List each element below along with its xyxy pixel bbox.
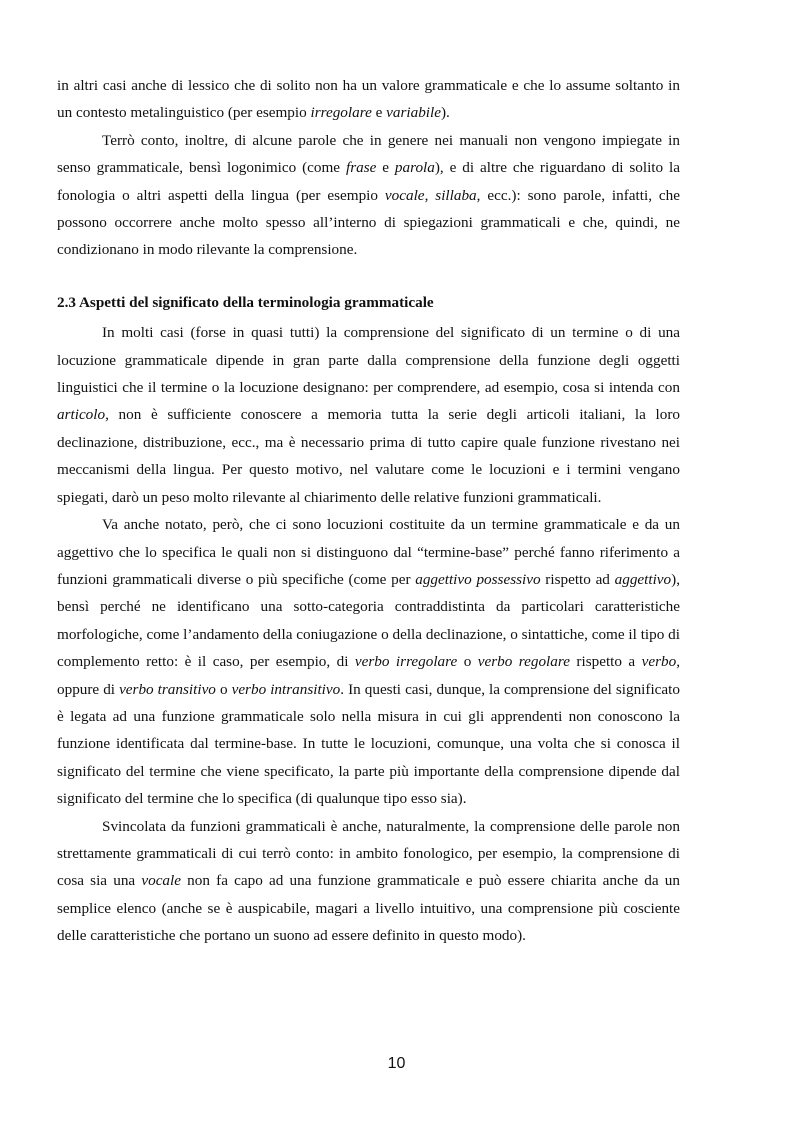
text-run: o — [457, 653, 478, 671]
text-run: In molti casi (forse in quasi tutti) la comprensione del significato di un termine o di una locuzione grammaticale dipende in gran parte dalla comprensione della funzione degli oggetti linguistici che il termine o la locuzione designano: per comprendere, ad esempio, cosa si intenda con — [57, 324, 680, 397]
text-run: , ecc.): sono parole, infatti, che possono occorrere anche molto spesso all’interno di spiegazioni grammaticali e che, quindi, ne condizionano in modo rilevante la comprensione. — [57, 186, 680, 259]
italic-term: variabile — [386, 104, 441, 122]
italic-term: verbo intransitivo — [231, 680, 341, 698]
text-run: e — [371, 104, 387, 122]
text-run: Va anche notato, però, che ci sono locuzioni costituite da un termine grammaticale e da un aggettivo che lo specifica le quali non si distinguono dal “termine-base” perché fanno riferimento a funzioni grammaticali diverse o più specifiche (come per — [57, 516, 680, 588]
italic-term: vocale — [141, 872, 181, 890]
text-run: . In questi casi, dunque, la comprensione del significato è legata ad una funzione grammaticale solo nella misura in cui gli apprendenti non conoscono la funzione identificata dal termine-base. In tutte le locuzioni, comunque, una volta che si conosca il significato del termine che viene specificato, la parte più importante della comprensione dipende dal significato del termine che lo specifica (di qualunque tipo esso sia). — [57, 680, 680, 808]
italic-term: sillaba — [435, 186, 477, 204]
text-run: ), bensì perché ne identificano una sotto-categoria contraddistinta da particolari caratteristiche morfologiche, come l’andamento della coniugazione o della declinazione, o sintattiche, come il tipo di complemento retto: è il caso, per esempio, di — [57, 570, 680, 671]
text-run: , non è sufficiente conoscere a memoria tutta la serie degli articoli italiani, la loro declinazione, distribuzione, ecc., ma è necessario prima di tutto capire quale funzione rivestano nei meccanismi della lingua. Per questo motivo, nel valutare come le locuzioni e i termini vengano spiegati, darò un peso molto rilevante al chiarimento delle relative funzioni grammaticali. — [57, 406, 680, 506]
italic-term: articolo — [57, 406, 106, 424]
paragraph-4 — [57, 511, 680, 812]
section-heading: 2.3 Aspetti del significato della terminologia grammaticale — [57, 293, 434, 311]
italic-term: vocale — [384, 186, 425, 204]
page-number: 10 — [387, 1055, 406, 1072]
italic-term: parola — [394, 159, 435, 177]
text-run: rispetto ad — [540, 570, 615, 588]
text-run: ). — [441, 104, 450, 122]
italic-term: verbo regolare — [477, 653, 570, 671]
paragraph-1 — [57, 72, 680, 127]
italic-term: verbo irregolare — [354, 653, 458, 671]
italic-term: irregolare — [310, 104, 372, 122]
italic-term: aggettivo — [614, 570, 672, 588]
text-run: non fa capo ad una funzione grammaticale e può essere chiarita anche da un semplice elenco (anche se è auspicabile, magari a livello intuitivo, una comprensione più cosciente delle caratteristiche che portano un suono ad essere definito in questo modo). — [57, 872, 680, 945]
italic-term: aggettivo possessivo — [415, 570, 541, 588]
text-run: Svincolata da funzioni grammaticali è anche, naturalmente, la comprensione delle parole non strettamente grammaticali di cui terrò conto: in ambito fonologico, per esempio, la comprensione di cosa sia una — [57, 817, 680, 890]
text-run: e — [376, 159, 395, 177]
italic-term: verbo transitivo — [119, 680, 216, 698]
text-run: o — [215, 680, 232, 698]
paragraph-5 — [57, 813, 680, 950]
text-run: , oppure di — [57, 653, 681, 698]
text-run: , — [424, 186, 436, 204]
text-run: Terrò conto, inoltre, di alcune parole che in genere nei manuali non vengono impiegate in senso grammaticale, bensì logonimico (come — [57, 131, 680, 177]
document-page — [57, 72, 680, 950]
text-run: rispetto a — [569, 653, 642, 671]
paragraph-2 — [57, 127, 680, 264]
paragraph-3 — [57, 319, 680, 511]
text-run: in altri casi anche di lessico che di solito non ha un valore grammaticale e che lo assume soltanto in un contesto metalinguistico (per esempio — [57, 77, 680, 122]
text-run: ), e di altre che riguardano di solito la fonologia o altri aspetti della lingua (per esempio — [57, 159, 680, 204]
italic-term: verbo — [641, 653, 677, 671]
italic-term: frase — [345, 159, 377, 177]
